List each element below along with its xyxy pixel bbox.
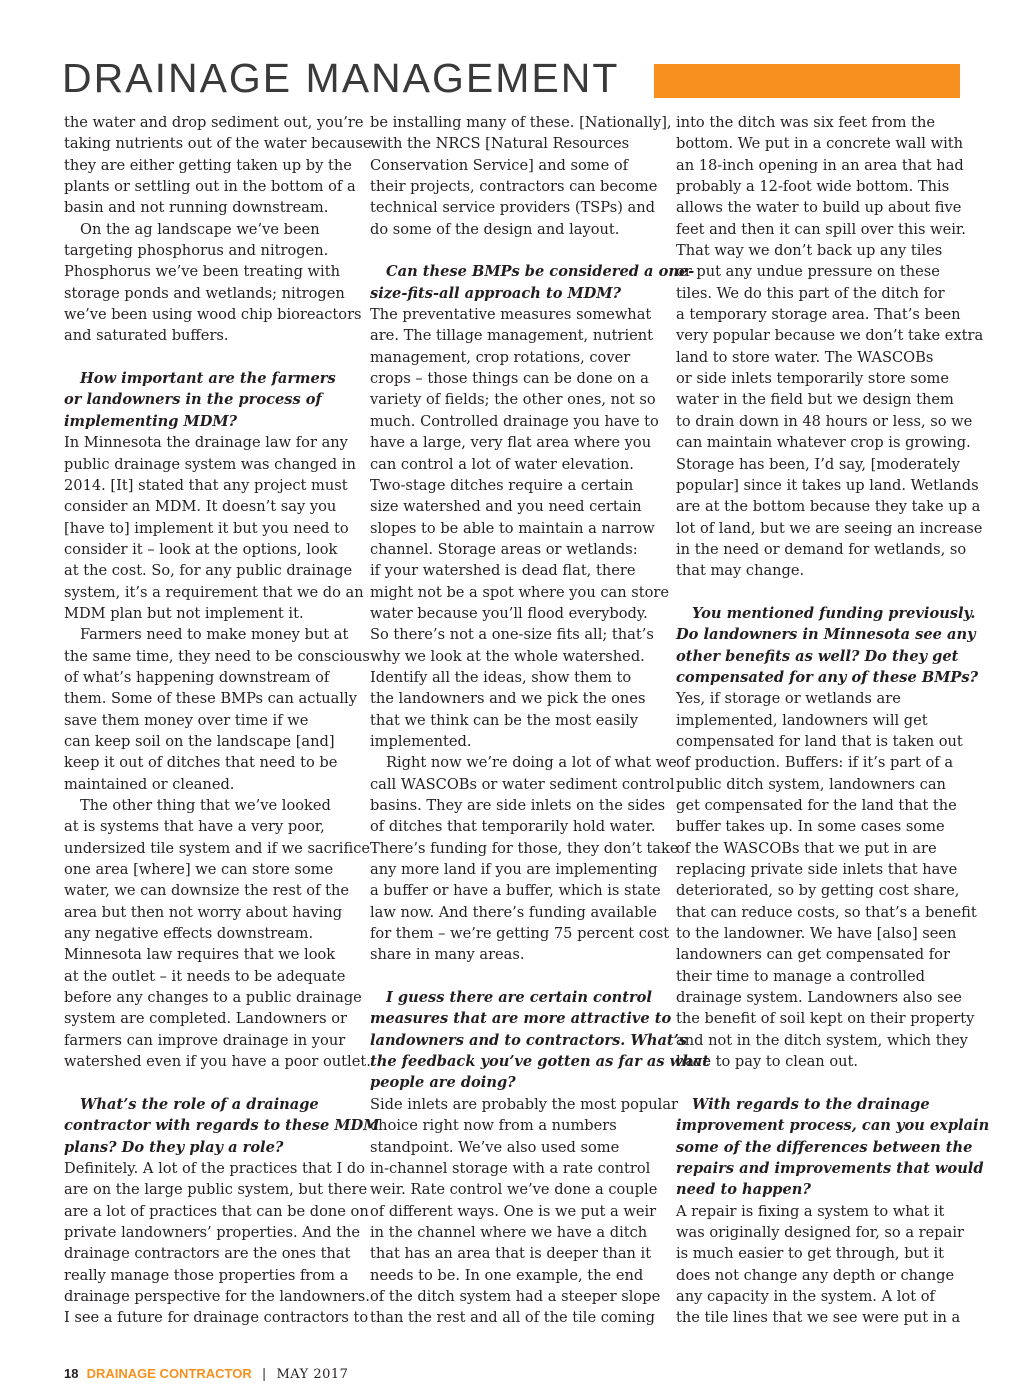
text-line: very popular because we don’t take extra <box>676 327 984 345</box>
text-line: On the ag landscape we’ve been <box>80 220 320 238</box>
text-line: land to store water. The WASCOBs <box>676 348 934 366</box>
text-line: into the ditch was six feet from the <box>676 114 936 131</box>
question-line: other benefits as well? Do they get <box>676 647 959 665</box>
text-line: popular] since it takes up land. Wetlands <box>676 476 979 494</box>
text-line: that may change. <box>676 562 805 580</box>
text-line: at the cost. So, for any public drainage <box>64 562 353 580</box>
text-line: does not change any depth or change <box>676 1266 955 1284</box>
text-line: In Minnesota the drainage law for any <box>64 434 348 452</box>
text-line: basins. They are side inlets on the sides <box>370 797 666 814</box>
text-line: needs to be. In one example, the end <box>370 1266 644 1284</box>
text-line: their projects, contractors can become <box>370 178 658 196</box>
text-line: A repair is fixing a system to what it <box>676 1202 945 1220</box>
text-line: public ditch system, landowners can <box>676 775 946 793</box>
paragraph-gap <box>370 240 662 261</box>
text-line: and not in the ditch system, which they <box>676 1031 968 1049</box>
text-line: one area [where] we can store some <box>64 861 334 879</box>
text-line: The other thing that we’ve looked <box>80 797 331 814</box>
text-line: size watershed and you need certain <box>370 498 642 516</box>
text-line: are a lot of practices that can be done on <box>64 1202 369 1220</box>
text-line: Two-stage ditches require a certain <box>370 476 634 494</box>
text-line: standpoint. We’ve also used some <box>370 1138 620 1156</box>
article-column-3 <box>676 112 990 1329</box>
text-line: private landowners’ properties. And the <box>64 1223 361 1241</box>
text-line: maintained or cleaned. <box>64 775 235 793</box>
text-line: water in the field but we design them <box>676 391 954 409</box>
text-line: variety of fields; the other ones, not so <box>370 391 656 409</box>
footer-separator: | <box>261 1367 267 1382</box>
text-line: a temporary storage area. That’s been <box>676 306 961 324</box>
text-line: There’s funding for those, they don’t take <box>370 839 679 857</box>
text-line: the landowners and we pick the ones <box>370 690 646 708</box>
text-line: public drainage system was changed in <box>64 455 356 473</box>
text-line: might not be a spot where you can store <box>370 583 670 601</box>
text-line: targeting phosphorus and nitrogen. <box>64 242 329 260</box>
question-line: people are doing? <box>370 1074 516 1092</box>
text-line: crops – those things can be done on a <box>370 370 649 388</box>
text-line: do some of the design and layout. <box>370 220 620 238</box>
text-line: implemented, landowners will get <box>676 711 928 729</box>
text-line: in the channel where we have a ditch <box>370 1223 648 1241</box>
text-line: any negative effects downstream. <box>64 925 314 943</box>
text-line: they are either getting taken up by the <box>64 156 352 174</box>
text-line: slopes to be able to maintain a narrow <box>370 519 655 537</box>
text-line: farmers can improve drainage in your <box>64 1031 346 1049</box>
text-line: and saturated buffers. <box>64 327 229 345</box>
text-line: consider an MDM. It doesn’t say you <box>64 498 337 516</box>
text-line: drainage contractors are the ones that <box>64 1245 351 1263</box>
text-line: allows the water to build up about five <box>676 199 962 217</box>
text-line: MDM plan but not implement it. <box>64 604 304 622</box>
text-line: drainage perspective for the landowners. <box>64 1287 370 1305</box>
text-line: an 18-inch opening in an area that had <box>676 156 964 174</box>
question-line: You mentioned funding previously. <box>692 604 976 622</box>
page-number: 18 <box>64 1366 79 1381</box>
text-line: or side inlets temporarily store some <box>676 370 950 388</box>
text-line: have a large, very flat area where you <box>370 434 652 452</box>
text-line: are on the large public system, but there <box>64 1181 368 1199</box>
text-line: Storage has been, I’d say, [moderately <box>676 455 961 473</box>
article-column-2 <box>370 112 710 1329</box>
text-line: any capacity in the system. A lot of <box>676 1287 935 1305</box>
text-line: storage ponds and wetlands; nitrogen <box>64 284 345 302</box>
question-line: measures that are more attractive to <box>370 1010 672 1028</box>
text-line: 2014. [It] stated that any project must <box>64 476 348 494</box>
text-line: the water and drop sediment out, you’re <box>64 114 364 131</box>
text-line: Yes, if storage or wetlands are <box>676 690 901 708</box>
text-line: implemented. <box>370 732 472 750</box>
text-line: can maintain whatever crop is growing. <box>676 434 971 452</box>
question-line: contractor with regards to these MDM <box>64 1117 380 1135</box>
text-line: of the ditch system had a steeper slope <box>370 1287 661 1305</box>
text-line: channel. Storage areas or wetlands: <box>370 540 638 558</box>
text-line: the tile lines that we see were put in a <box>676 1309 961 1327</box>
magazine-name: DRAINAGE CONTRACTOR <box>86 1366 252 1381</box>
page-footer <box>64 1366 348 1383</box>
question-line: I guess there are certain control <box>386 989 652 1007</box>
text-line: share in many areas. <box>370 946 525 964</box>
question-line: Do landowners in Minnesota see any <box>676 626 976 644</box>
text-line: can control a lot of water elevation. <box>370 455 634 473</box>
text-line: a buffer or have a buffer, which is state <box>370 882 661 900</box>
text-line: that we think can be the most easily <box>370 711 639 729</box>
text-line: why we look at the whole watershed. <box>370 647 645 665</box>
text-line: Minnesota law requires that we look <box>64 946 336 964</box>
text-line: Farmers need to make money but at <box>80 626 349 644</box>
question-line: or landowners in the process of <box>64 391 322 409</box>
text-line: are. The tillage management, nutrient <box>370 327 654 345</box>
text-line: their time to manage a controlled <box>676 967 926 985</box>
text-line: can keep soil on the landscape [and] <box>64 732 335 750</box>
text-line: law now. And there’s funding available <box>370 903 657 921</box>
question-line: How important are the farmers <box>80 370 336 388</box>
text-line: to the landowner. We have [also] seen <box>676 925 957 943</box>
text-line: basin and not running downstream. <box>64 199 329 217</box>
issue-date: MAY 2017 <box>276 1367 349 1382</box>
text-line: are at the bottom because they take up a <box>676 498 981 516</box>
text-line: consider it – look at the options, look <box>64 540 338 558</box>
text-line: than the rest and all of the tile coming <box>370 1309 655 1327</box>
question-line: plans? Do they play a role? <box>64 1138 284 1156</box>
header-accent-bar <box>654 64 960 98</box>
text-line: drainage system. Landowners also see <box>676 989 962 1007</box>
paragraph-gap <box>676 1072 968 1093</box>
question-line: What’s the role of a drainage <box>80 1095 319 1113</box>
text-line: weir. Rate control we’ve done a couple <box>370 1181 658 1199</box>
text-line: taking nutrients out of the water because <box>64 135 372 153</box>
text-line: The preventative measures somewhat <box>370 306 652 324</box>
text-line: Identify all the ideas, show them to <box>370 668 632 686</box>
text-line: for them – we’re getting 75 percent cost <box>370 925 670 943</box>
text-line: really manage those properties from a <box>64 1266 349 1284</box>
text-line: the same time, they need to be conscious <box>64 647 370 665</box>
question-line: landowners and to contractors. What’s <box>370 1031 687 1049</box>
text-line: of production. Buffers: if it’s part of a <box>676 754 954 772</box>
text-line: lot of land, but we are seeing an increase <box>676 519 983 537</box>
text-line: be installing many of these. [Nationally], <box>370 114 672 131</box>
text-line: much. Controlled drainage you have to <box>370 412 659 430</box>
text-line: at is systems that have a very poor, <box>64 818 325 836</box>
text-line: that has an area that is deeper than it <box>370 1245 652 1263</box>
text-line: compensated for land that is taken out <box>676 732 963 750</box>
question-line: improvement process, can you explain <box>676 1117 990 1135</box>
question-line: repairs and improvements that would <box>676 1159 984 1177</box>
text-line: Side inlets are probably the most popular <box>370 1095 679 1113</box>
text-line: area but then not worry about having <box>64 903 343 921</box>
text-line: plants or settling out in the bottom of a <box>64 178 356 196</box>
text-line: get compensated for the land that the <box>676 797 957 814</box>
question-line: some of the differences between the <box>676 1138 973 1156</box>
text-line: keep it out of ditches that need to be <box>64 754 338 772</box>
text-line: So there’s not a one-size fits all; that’s <box>370 626 654 644</box>
text-line: call WASCOBs or water sediment control <box>370 775 675 793</box>
paragraph-gap <box>370 966 662 987</box>
text-line: any more land if you are implementing <box>370 861 658 879</box>
question-line: With regards to the drainage <box>692 1095 930 1113</box>
text-line: That way we don’t back up any tiles <box>676 242 943 260</box>
text-line: them. Some of these BMPs can actually <box>64 690 357 708</box>
text-line: in the need or demand for wetlands, so <box>676 540 967 558</box>
text-line: watershed even if you have a poor outlet. <box>64 1053 371 1071</box>
text-line: was originally designed for, so a repair <box>676 1223 964 1241</box>
text-line: [have to] implement it but you need to <box>64 519 349 537</box>
text-line: is much easier to get through, but it <box>676 1245 944 1263</box>
text-line: before any changes to a public drainage <box>64 989 362 1007</box>
text-line: system are completed. Landowners or <box>64 1010 348 1028</box>
text-line: of what’s happening downstream of <box>64 668 330 686</box>
text-line: that can reduce costs, so that’s a benefit <box>676 903 977 921</box>
question-line: implementing MDM? <box>64 412 238 430</box>
question-line: compensated for any of these BMPs? <box>676 668 979 686</box>
text-line: feet and then it can spill over this weir. <box>676 220 966 238</box>
text-line: technical service providers (TSPs) and <box>370 199 655 217</box>
text-line: undersized tile system and if we sacrifice <box>64 839 370 857</box>
text-line: bottom. We put in a concrete wall with <box>676 135 964 153</box>
question-line: the feedback you’ve gotten as far as what <box>370 1053 710 1071</box>
text-line: with the NRCS [Natural Resources <box>370 135 630 153</box>
text-line: of different ways. One is we put a weir <box>370 1202 657 1220</box>
text-line: in-channel storage with a rate control <box>370 1159 651 1177</box>
text-line: I see a future for drainage contractors to <box>64 1309 369 1327</box>
text-line: at the outlet – it needs to be adequate <box>64 967 346 985</box>
text-line: of ditches that temporarily hold water. <box>370 818 656 836</box>
text-line: Phosphorus we’ve been treating with <box>64 263 340 281</box>
text-line: save them money over time if we <box>64 711 309 729</box>
paragraph-gap <box>64 1072 356 1093</box>
text-line: probably a 12-foot wide bottom. This <box>676 178 950 196</box>
text-line: Right now we’re doing a lot of what we <box>386 754 677 772</box>
text-line: replacing private side inlets that have <box>676 861 958 879</box>
paragraph-gap <box>676 582 968 603</box>
text-line: water, we can downsize the rest of the <box>64 882 350 900</box>
text-line: system, it’s a requirement that we do an <box>64 583 364 601</box>
question-line: Can these BMPs be considered a one- <box>386 263 695 281</box>
text-line: deteriorated, so by getting cost share, <box>676 882 960 900</box>
text-line: we’ve been using wood chip bioreactors <box>64 306 362 324</box>
text-line: the benefit of soil kept on their property <box>676 1010 975 1028</box>
text-line: buffer takes up. In some cases some <box>676 818 945 836</box>
question-line: need to happen? <box>676 1181 811 1199</box>
text-line: or put any undue pressure on these <box>676 263 940 281</box>
text-line: if your watershed is dead flat, there <box>370 562 636 580</box>
text-line: Conservation Service] and some of <box>370 156 629 174</box>
article-column-1 <box>64 112 380 1329</box>
text-line: have to pay to clean out. <box>676 1053 859 1071</box>
text-line: Definitely. A lot of the practices that I do <box>64 1159 366 1177</box>
text-line: water because you’ll flood everybody. <box>370 604 648 622</box>
text-line: choice right now from a numbers <box>370 1117 617 1135</box>
text-line: landowners can get compensated for <box>676 946 950 964</box>
text-line: tiles. We do this part of the ditch for <box>676 284 945 302</box>
question-line: size-fits-all approach to MDM? <box>370 284 622 302</box>
page-title: DRAINAGE MANAGEMENT <box>62 55 620 101</box>
paragraph-gap <box>64 347 356 368</box>
text-line: to drain down in 48 hours or less, so we <box>676 412 973 430</box>
text-line: of the WASCOBs that we put in are <box>676 839 937 857</box>
text-line: management, crop rotations, cover <box>370 348 631 366</box>
